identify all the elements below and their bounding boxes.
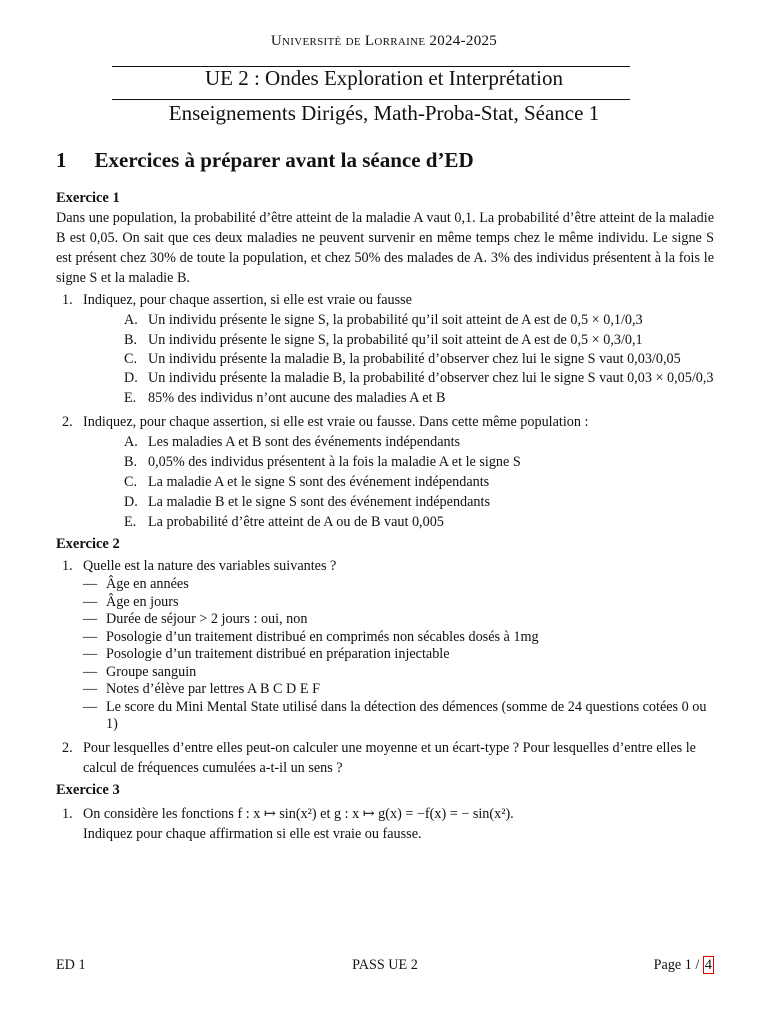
assertion-letter: B. — [124, 332, 138, 348]
page-number — [654, 957, 714, 974]
dash-marker: — — [83, 681, 98, 697]
exercise-1-question-1 — [56, 290, 714, 310]
assertion-text: 0,05% des individus présentent à la fois la maladie A et le signe S — [148, 454, 521, 470]
question-text: Indiquez, pour chaque assertion, si elle est vraie ou fausse. Dans cette même population : — [83, 414, 589, 430]
question-text: Pour lesquelles d’entre elles peut-on calculer une moyenne et un écart-type ? Pour lesquelles d’entre elles le calcul de fréquences cumulées a-t-il un sens ? — [83, 739, 696, 776]
dash-marker: — — [83, 593, 98, 610]
assertion-letter: A. — [124, 312, 138, 328]
document-subtitle: Enseignements Dirigés, Math-Proba-Stat, Séance 1 — [168, 101, 600, 125]
footer-course: PASS UE 2 — [352, 957, 418, 973]
assertion-item — [56, 388, 714, 408]
question-number: 1. — [62, 805, 73, 822]
page-number-label: Page 1 / — [653, 957, 703, 973]
exercise-2-question-2 — [56, 738, 714, 778]
variables-list — [56, 576, 714, 734]
exercise-1-title: Exercice 1 — [56, 190, 120, 206]
variable-item — [56, 594, 714, 612]
variable-text: Groupe sanguin — [106, 663, 197, 680]
assertion-item — [56, 369, 714, 388]
assertion-text: La maladie B et le signe S sont des événement indépendants — [148, 494, 490, 510]
assertion-item — [56, 512, 714, 532]
variable-item — [56, 681, 714, 699]
question-text: On considère les fonctions f : x ↦ sin(x²) et g : x ↦ g(x) = −f(x) = − sin(x²). — [83, 805, 514, 822]
question-number: 1. — [62, 558, 73, 574]
assertion-text: Un individu présente la maladie B, la probabilité d’observer chez lui le signe S vaut 0,03/0,05 — [148, 351, 681, 367]
dash-marker: — — [83, 646, 98, 662]
question-instruction: Indiquez pour chaque affirmation si elle est vraie ou fausse. — [83, 825, 422, 842]
question-number: 2. — [62, 739, 73, 756]
dash-marker: — — [83, 576, 98, 592]
main-content — [56, 186, 714, 844]
assertion-item — [56, 310, 714, 330]
exercise-1-question-2 — [56, 412, 714, 432]
variable-text: Posologie d’un traitement distribué en préparation injectable — [106, 646, 450, 662]
exercise-1-question-2-assertions — [56, 432, 714, 532]
variable-text: Durée de séjour > 2 jours : oui, non — [106, 611, 308, 627]
variable-item — [56, 611, 714, 629]
assertion-item — [56, 492, 714, 512]
assertion-letter: B. — [124, 454, 138, 470]
question-number: 1. — [62, 292, 73, 308]
section-heading — [56, 148, 474, 173]
assertion-letter: D. — [124, 494, 138, 510]
assertion-text: 85% des individus n’ont aucune des maladies A et B — [148, 390, 446, 406]
exercise-3-title: Exercice 3 — [56, 781, 120, 798]
dash-marker: — — [83, 663, 98, 680]
variable-text: Posologie d’un traitement distribué en comprimés non sécables dosés à 1mg — [106, 628, 539, 645]
footer-session: ED 1 — [56, 957, 86, 973]
dash-marker: — — [83, 628, 98, 645]
variable-item — [56, 646, 714, 664]
assertion-item — [56, 330, 714, 350]
assertion-letter: D. — [124, 370, 138, 386]
variable-item — [56, 629, 714, 647]
assertion-letter: C. — [124, 474, 138, 490]
assertion-text: Les maladies A et B sont des événements indépendants — [148, 434, 461, 450]
assertion-text: Un individu présente la maladie B, la probabilité d’observer chez lui le signe S vaut 0,03 × 0,05/0,3 — [148, 370, 714, 386]
dash-marker: — — [83, 698, 98, 715]
question-text: Quelle est la nature des variables suivantes ? — [83, 558, 337, 574]
question-number: 2. — [62, 414, 73, 430]
assertion-letter: A. — [124, 434, 138, 450]
variable-text: Notes d’élève par lettres A B C D E F — [106, 681, 320, 697]
variable-text: Le score du Mini Mental State utilisé dans la détection des démences (somme de 24 questions cotées 0 ou 1) — [106, 698, 707, 732]
assertion-text: La maladie A et le signe S sont des événement indépendants — [148, 474, 490, 490]
exercise-1-question-1-assertions — [56, 310, 714, 408]
section-title: Exercices à préparer avant la séance d’ED — [94, 148, 474, 172]
total-pages-link[interactable]: 4 — [704, 957, 712, 973]
exercise-1-intro: Dans une population, la probabilité d’être atteint de la maladie A vaut 0,1. La probabilité d’être atteint de la maladie B est 0,05. On sait que ces deux maladies ne peuvent survenir en même temps chez le même individu. Le signe S est présent chez 30% de toute la population, et chez 50% des malades de A. 3% des individus présentent à la fois le signe S et la maladie B. — [56, 210, 714, 286]
assertion-text: La probabilité d’être atteint de A ou de B vaut 0,005 — [148, 514, 444, 530]
assertion-letter: E. — [124, 514, 137, 530]
assertion-text: Un individu présente le signe S, la probabilité qu’il soit atteint de A est de 0,5 × 0,3/0,1 — [148, 332, 643, 348]
exercise-2-question-1 — [56, 556, 714, 576]
assertion-item — [56, 452, 714, 472]
assertion-letter: C. — [124, 351, 138, 367]
question-text: Indiquez, pour chaque assertion, si elle est vraie ou fausse — [83, 292, 412, 308]
variable-text: Âge en jours — [106, 593, 179, 610]
variable-item — [56, 664, 714, 682]
variable-item — [56, 576, 714, 594]
document-title: UE 2 : Ondes Exploration et Interprétation — [204, 66, 564, 90]
variable-item — [56, 699, 714, 734]
dash-marker: — — [83, 611, 98, 627]
assertion-item — [56, 350, 714, 369]
middle-rule — [112, 99, 630, 100]
assertion-item — [56, 472, 714, 492]
assertion-item — [56, 432, 714, 452]
assertion-text: Un individu présente le signe S, la probabilité qu’il soit atteint de A est de 0,5 × 0,1/0,3 — [148, 312, 643, 328]
section-number: 1 — [56, 148, 67, 172]
variable-text: Âge en années — [106, 576, 189, 592]
university-header: Université de Lorraine 2024-2025 — [270, 33, 498, 49]
exercise-3-question-1 — [56, 804, 714, 844]
assertion-letter: E. — [124, 390, 137, 406]
exercise-2-title: Exercice 2 — [56, 536, 120, 552]
